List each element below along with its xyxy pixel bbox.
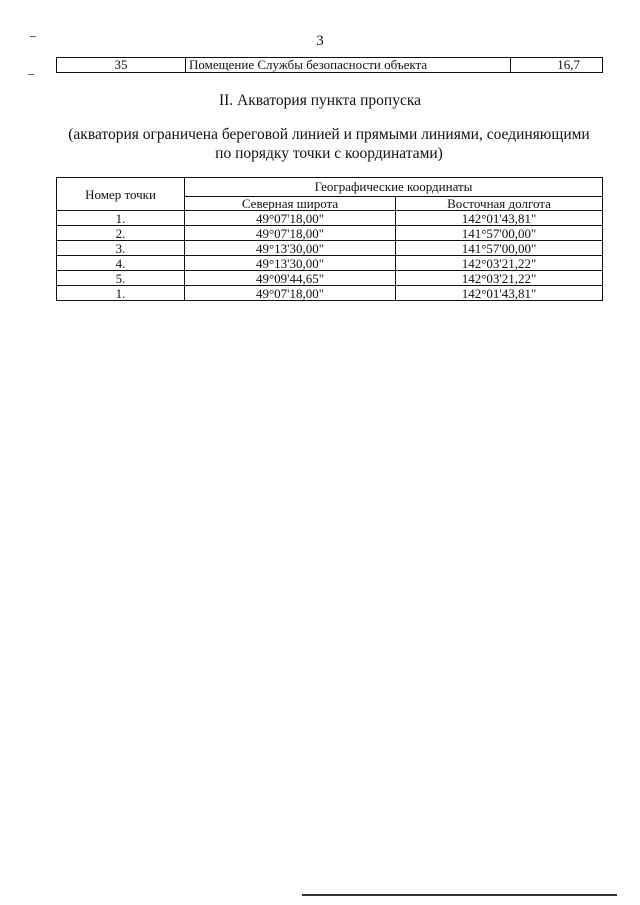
page-number: 3 — [316, 33, 324, 49]
section-subtitle: (акватория ограничена береговой линией и прямыми линиями, соединяющими по порядку точки с координатами) — [68, 126, 590, 162]
point-cell: 1. — [57, 211, 185, 226]
room-name-cell: Помещение Службы безопасности объекта — [186, 58, 511, 73]
geo-coordinates-header: Географические координаты — [185, 178, 603, 197]
latitude-cell: 49°07'18,00" — [185, 226, 396, 241]
latitude-cell: 49°13'30,00" — [185, 241, 396, 256]
table-row — [57, 241, 603, 256]
previous-table-continuation — [56, 57, 603, 73]
scan-edge-line — [302, 894, 617, 896]
latitude-cell: 49°09'44,65" — [185, 271, 396, 286]
longitude-cell: 142°01'43,81" — [396, 211, 603, 226]
area-value-cell: 16,7 — [511, 58, 603, 73]
table-row — [57, 286, 603, 301]
scan-mark-middle — [28, 74, 34, 75]
point-cell: 1. — [57, 286, 185, 301]
longitude-cell: 142°01'43,81" — [396, 286, 603, 301]
coordinates-table — [56, 177, 603, 301]
table-row — [57, 271, 603, 286]
longitude-cell: 141°57'00,00" — [396, 226, 603, 241]
table-row — [57, 211, 603, 226]
row-number-cell: 35 — [57, 58, 186, 73]
longitude-cell: 142°03'21,22" — [396, 256, 603, 271]
longitude-cell: 142°03'21,22" — [396, 271, 603, 286]
point-number-header: Номер точки — [57, 178, 185, 211]
section-title: II. Акватория пункта пропуска — [218, 92, 422, 109]
latitude-cell: 49°07'18,00" — [185, 211, 396, 226]
east-longitude-header: Восточная долгота — [396, 196, 603, 210]
latitude-cell: 49°07'18,00" — [185, 286, 396, 301]
point-cell: 5. — [57, 271, 185, 286]
table-row — [57, 58, 603, 73]
table-row — [57, 256, 603, 271]
point-cell: 2. — [57, 226, 185, 241]
point-cell: 3. — [57, 241, 185, 256]
table-row — [57, 226, 603, 241]
latitude-cell: 49°13'30,00" — [185, 256, 396, 271]
north-latitude-header: Северная широта — [185, 196, 396, 210]
longitude-cell: 141°57'00,00" — [396, 241, 603, 256]
point-cell: 4. — [57, 256, 185, 271]
